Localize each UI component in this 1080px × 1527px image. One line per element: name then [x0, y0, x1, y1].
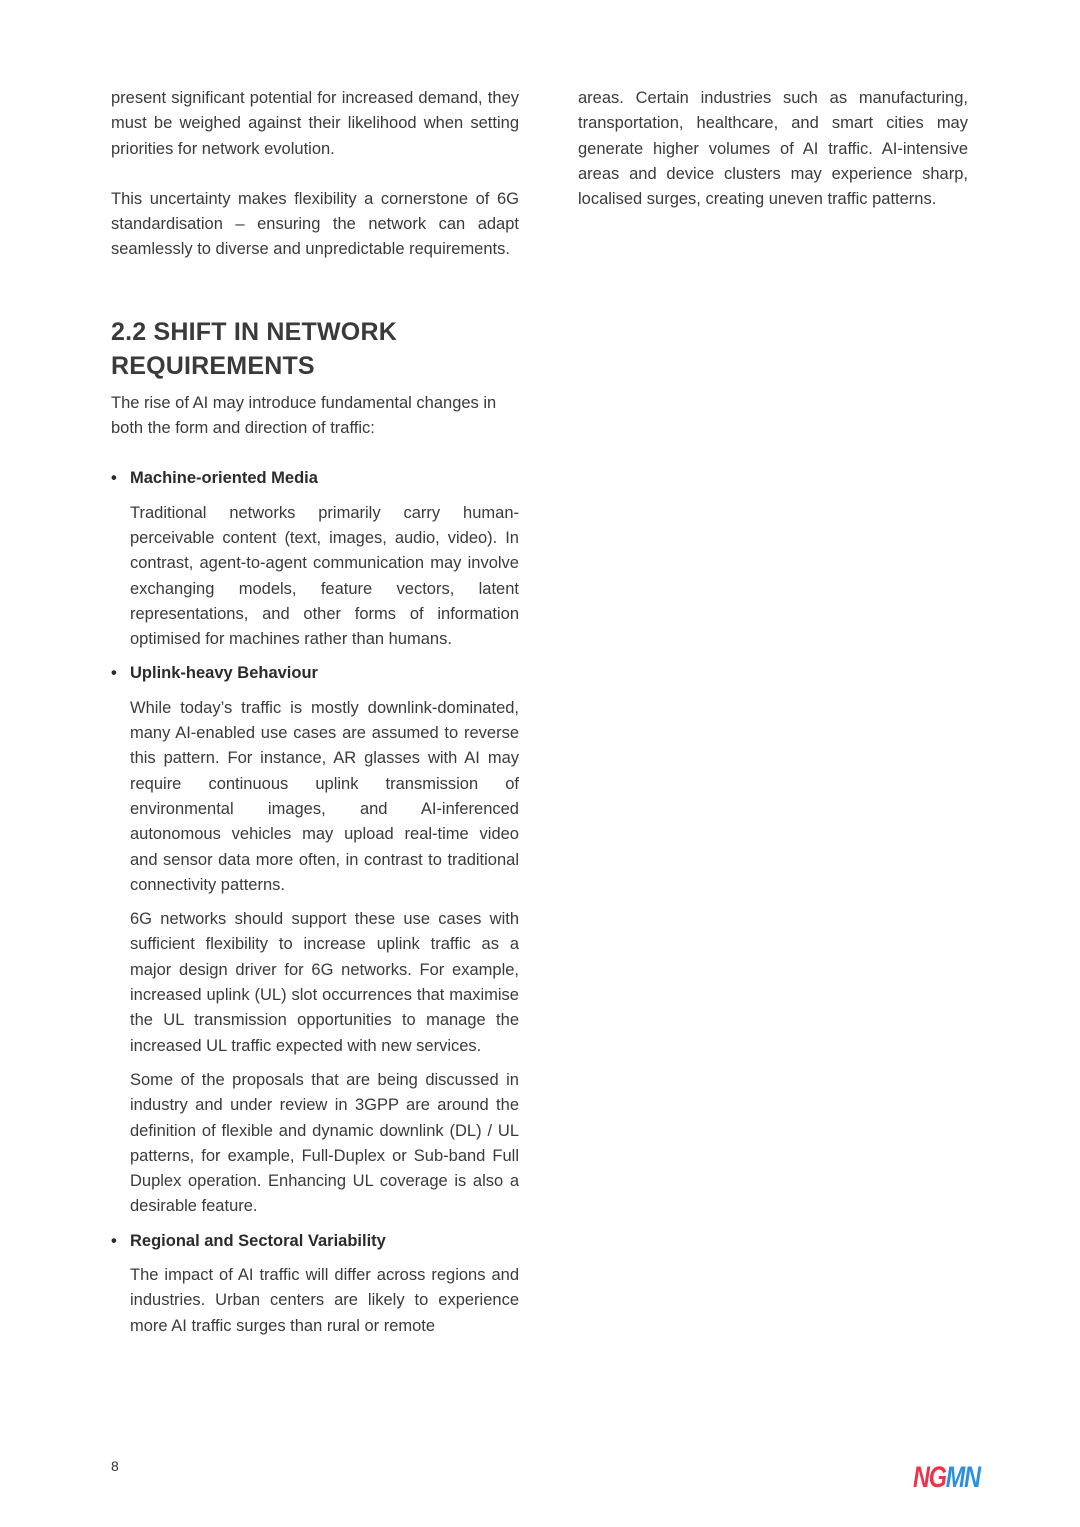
bullet-paragraph: Some of the proposals that are being discussed in industry and under review in 3GPP are around the definition of flexible and dynamic downlink (DL) / UL patterns, for example, Full-Duplex or Sub-band Full Duplex operation. Enhancing UL coverage is also a desirable feature.: [130, 1070, 519, 1216]
body-paragraph: areas. Certain industries such as manufacturing, transportation, healthcare, and smart cities may generate higher volumes of AI traffic. AI-intensive areas and device clusters may experience sharp, localised surges, creating uneven traffic patterns.: [578, 89, 968, 209]
logo-text-ng: NG: [913, 1461, 946, 1494]
ngmn-logo: [913, 1460, 980, 1496]
bullet-title: Machine-oriented Media: [130, 469, 318, 488]
bullet-icon: •: [111, 1231, 117, 1250]
list-item: [111, 1229, 519, 1339]
bullet-list: [111, 466, 519, 1339]
bullet-paragraph: The impact of AI traffic will differ across regions and industries. Urban centers are likely to experience more AI traffic surges than rural or remote: [130, 1265, 519, 1335]
body-paragraph: present significant potential for increased demand, they must be weighed against their likelihood when setting priorities for network evolution.: [111, 89, 519, 158]
logo-text-mn: MN: [945, 1461, 980, 1494]
right-column: [578, 86, 968, 212]
list-item: [111, 661, 519, 1219]
body-paragraph: This uncertainty makes flexibility a cornerstone of 6G standardisation – ensuring the network can adapt seamlessly to diverse and unpredictable requirements.: [111, 189, 519, 259]
section-heading: 2.2 SHIFT IN NETWORK REQUIREMENTS: [111, 317, 397, 380]
left-column: [111, 86, 519, 1348]
bullet-paragraph: Traditional networks primarily carry human-perceivable content (text, images, audio, video). In contrast, agent-to-agent communication may involve exchanging models, feature vectors, latent representations, and other forms of information optimised for machines rather than humans.: [130, 503, 519, 649]
page-number: 8: [111, 1458, 119, 1474]
bullet-title: Regional and Sectoral Variability: [130, 1231, 386, 1250]
bullet-paragraph: While today’s traffic is mostly downlink-dominated, many AI-enabled use cases are assumed to reverse this pattern. For instance, AR glasses with AI may require continuous uplink transmission of environmental images, and AI-inferenced autonomous vehicles may upload real-time video and sensor data more often, in contrast to traditional connectivity patterns.: [130, 698, 519, 894]
bullet-icon: •: [111, 664, 117, 683]
bullet-paragraph: 6G networks should support these use cases with sufficient flexibility to increase uplink traffic as a major design driver for 6G networks. For example, increased uplink (UL) slot occurrences that maximise the UL transmission opportunities to manage the increased UL traffic expected with new services.: [130, 910, 519, 1055]
bullet-icon: •: [111, 469, 117, 488]
bullet-title: Uplink-heavy Behaviour: [130, 664, 318, 683]
section-intro: The rise of AI may introduce fundamental changes in both the form and direction of traffic:: [111, 393, 497, 438]
list-item: [111, 466, 519, 652]
